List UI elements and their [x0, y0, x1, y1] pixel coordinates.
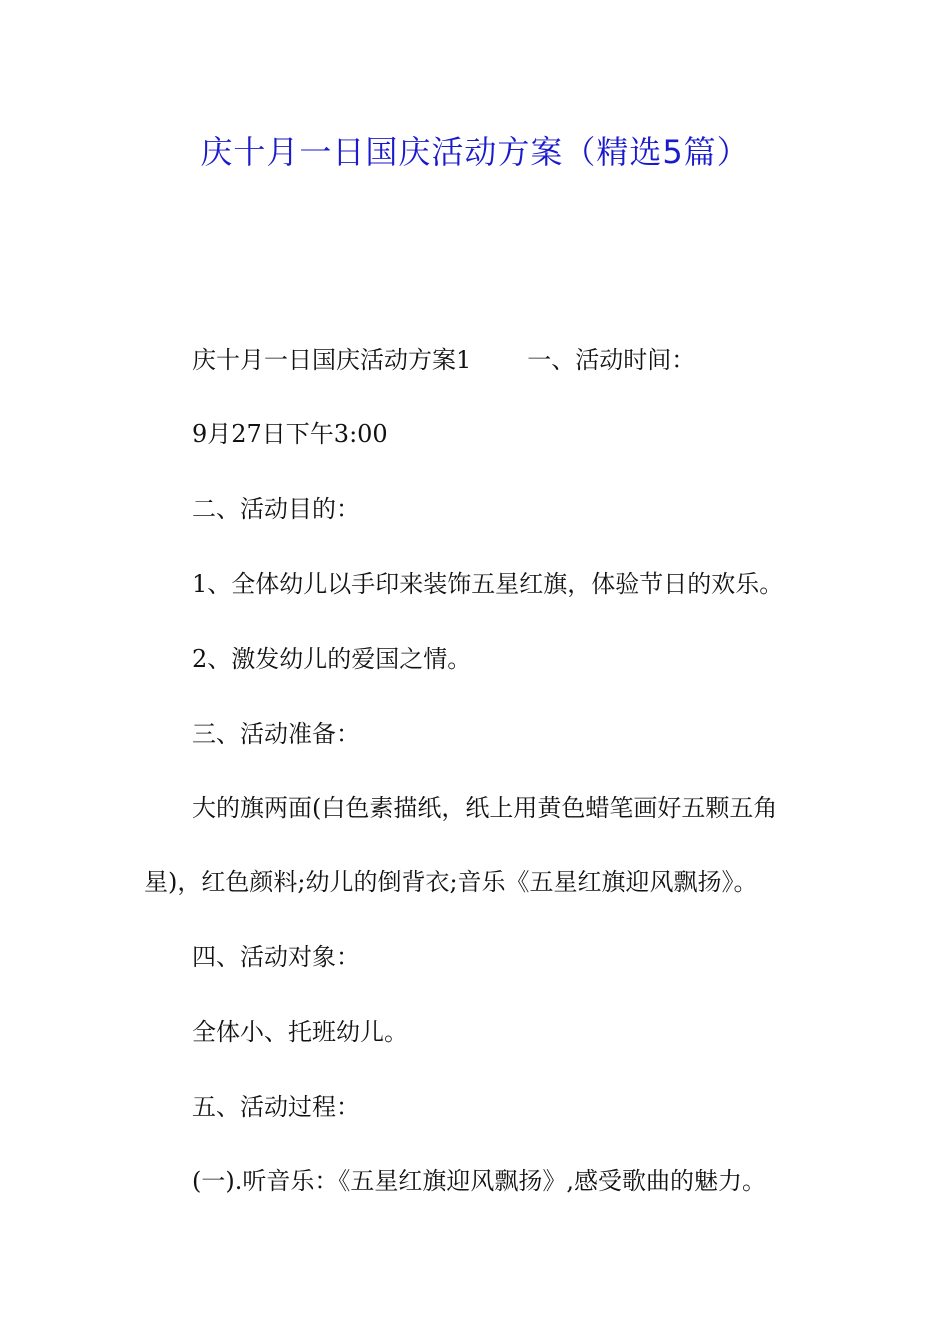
plan-heading-text: 庆十月一日国庆活动方案1 [192, 346, 472, 374]
paragraph-plan-heading [192, 340, 695, 380]
section-purpose-heading: 二、活动目的： [192, 495, 360, 523]
paragraph-time: 9月27日下午3:00 [192, 420, 388, 448]
section-time-heading: 一、活动时间： [527, 346, 696, 374]
paragraph-process-1: (一).听音乐：《五星红旗迎风飘扬》,感受歌曲的魅力。 [192, 1167, 766, 1195]
section-process-heading: 五、活动过程： [192, 1093, 360, 1121]
paragraph-preparation-line1: 大的旗两面(白色素描纸，纸上用黄色蜡笔画好五颗五角 [192, 794, 778, 822]
paragraph-preparation-line2: 星)，红色颜料;幼儿的倒背衣;音乐《五星红旗迎风飘扬》。 [144, 868, 758, 896]
paragraph-audience: 全体小、托班幼儿。 [192, 1018, 408, 1046]
section-preparation-heading: 三、活动准备： [192, 720, 360, 748]
section-audience-heading: 四、活动对象： [192, 943, 360, 971]
document-title: 庆十月一日国庆活动方案（精选5篇） [200, 133, 750, 171]
paragraph-purpose-1: 1、全体幼儿以手印来装饰五星红旗，体验节日的欢乐。 [192, 570, 784, 598]
paragraph-purpose-2: 2、激发幼儿的爱国之情。 [192, 645, 472, 673]
